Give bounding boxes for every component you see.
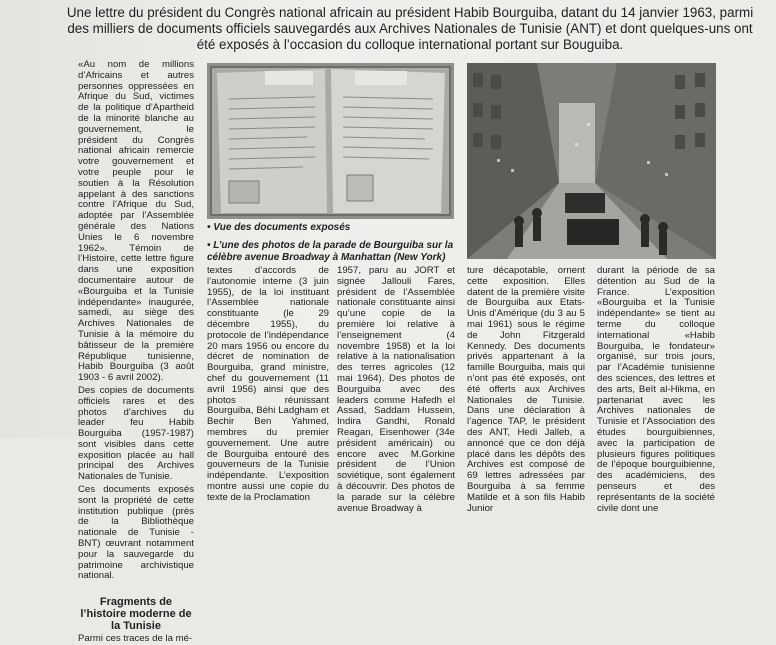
subheading: Fragments de l’histoire moderne de la Tunisie [80, 596, 192, 633]
col1-paragraph-3: Ces documents exposés sont la propriété de cette institution publique (près de la Bibliothèque nationale de Tunisie - BNT) œuvrant notamment pour la sauvegarde du patrimoine archivistique national. [78, 484, 194, 582]
caption-documents: • Vue des documents exposés [207, 222, 351, 233]
caption-parade: • L’une des photos de la parade de Bourguiba sur la célèbre avenue Broadway à Manhattan (New York) [207, 240, 454, 263]
photo-documents-exhibit [207, 63, 454, 219]
col1-paragraph-4: Parmi ces traces de la mé- [78, 633, 193, 645]
article-column-5: durant la période de sa détention au Sud de la France. L’exposition «Bourguiba et la Tunisie indépendante» se tient au terme du colloque international «Habib Bourguiba, le fondateur» organisé, sur trois jours, par l’Académie tunisienne des sciences, des lettres et des arts, Beït al-Hikma, en partenariat avec les Archives nationales de Tunisie et l’Association des études bourguibiennes, avec la participation de plusieurs figures politiques de l’époque bourguibienne, des académiciens, des penseurs et des représentants de la société civile dont une [597, 265, 715, 514]
col1-paragraph-1: «Au nom de millions d’Africains et autres personnes oppressées en Afrique du Sud, victimes de la politique d’Apartheid de la minorité blanche au gouvernement, le président du Congrès national africain remercie votre gouvernement et votre peuple pour le soutien à la Résolution appelant à des sanctions contre l’Afrique du Sud, adoptée par l’Assemblée générale des Nations Unies le 6 novembre 1962». Témoin de l’Histoire, cette lettre figure dans une exposition documentaire autour de «Bourguiba et la Tunisie indépendante» inaugurée, samedi, au siège des Archives Nationales de Tunisie à la mémoire du bâtisseur de la première République tunisienne, Habib Bourguiba (3 août 1903 - 6 avril 2002). [78, 59, 194, 384]
article-column-3: 1957, paru au JORT et signée Jallouli Fares, président de l’Assemblée nationale constituante ainsi qu’une copie de la première loi relative à l’enseignement (4 novembre 1958) et la loi relative à la nationalisation des terres agricoles (12 mai 1964). Des photos de Bourguiba avec des leaders comme Hafedh el Assad, Saddam Hussein, Indira Gandhi, Ronald Reagan, Eisenhower (34e président américain) ou encore avec M.Gorkine président de l’Union soviétique, sont également à découvrir. Des photos de la parade sur la célèbre avenue Broadway à [337, 265, 455, 514]
article-column-4: ture décapotable, ornent cette exposition. Elles datent de la première visite de Bourguiba aux Etats-Unis d’Amérique (du 3 au 5 mai 1961) sous le régime de John Fitzgerald Kennedy. Des documents privés appartenant à la famille Bourguiba, mais qui n’ont pas été exposés, ont été offerts aux Archives Nationales de Tunisie. Dans une déclaration à l’agence TAP, le président des ANT, Hedi Jalleb, a annoncé que ce don déjà placé dans les dépôts des Archives est composé de 69 lettres adressées par Bourguiba à sa femme Matilde et à son fils Habib Junior [467, 265, 585, 514]
article-column-1 [78, 59, 194, 645]
lead-paragraph: Une lettre du président du Congrès national africain au président Habib Bourguiba, datant du 14 janvier 1963, parmi des milliers de documents officiels sauvegardés aux Archives Nationales de Tunisie (ANT) et dont quelques-uns ont été exposés à l’occasion du colloque international portant sur Bouguiba. [66, 5, 754, 52]
article-column-2: textes d’accords de l’autonomie interne (3 juin 1955), de la loi instituant l’Assemblée nationale constituante (le 29 décembre 1955), du protocole de l’indépendance 20 mars 1956 ou encore du décret de nomination de Bourguiba, grand ministre, chef du gouvernement (11 avril 1956) ainsi que des photos réunissant Bourguiba, Béhi Ladgham et Bechir Ben Yahmed, membres du premier gouvernement. Une autre de Bourguiba entouré des gouverneurs de la Tunisie indépendante. L’exposition montre aussi une copie du texte de la Proclamation [207, 265, 329, 503]
parade-photo-image [467, 63, 716, 259]
documents-photo-image [207, 63, 454, 219]
col1-paragraph-2: Des copies de documents officiels rares et des photos d’archives du leader feu Habib Bourguiba (1957-1987) sont visibles dans cette exposition placée au hall principal des Archives Nationales de Tunisie. [78, 384, 194, 483]
photo-broadway-parade [467, 63, 716, 259]
